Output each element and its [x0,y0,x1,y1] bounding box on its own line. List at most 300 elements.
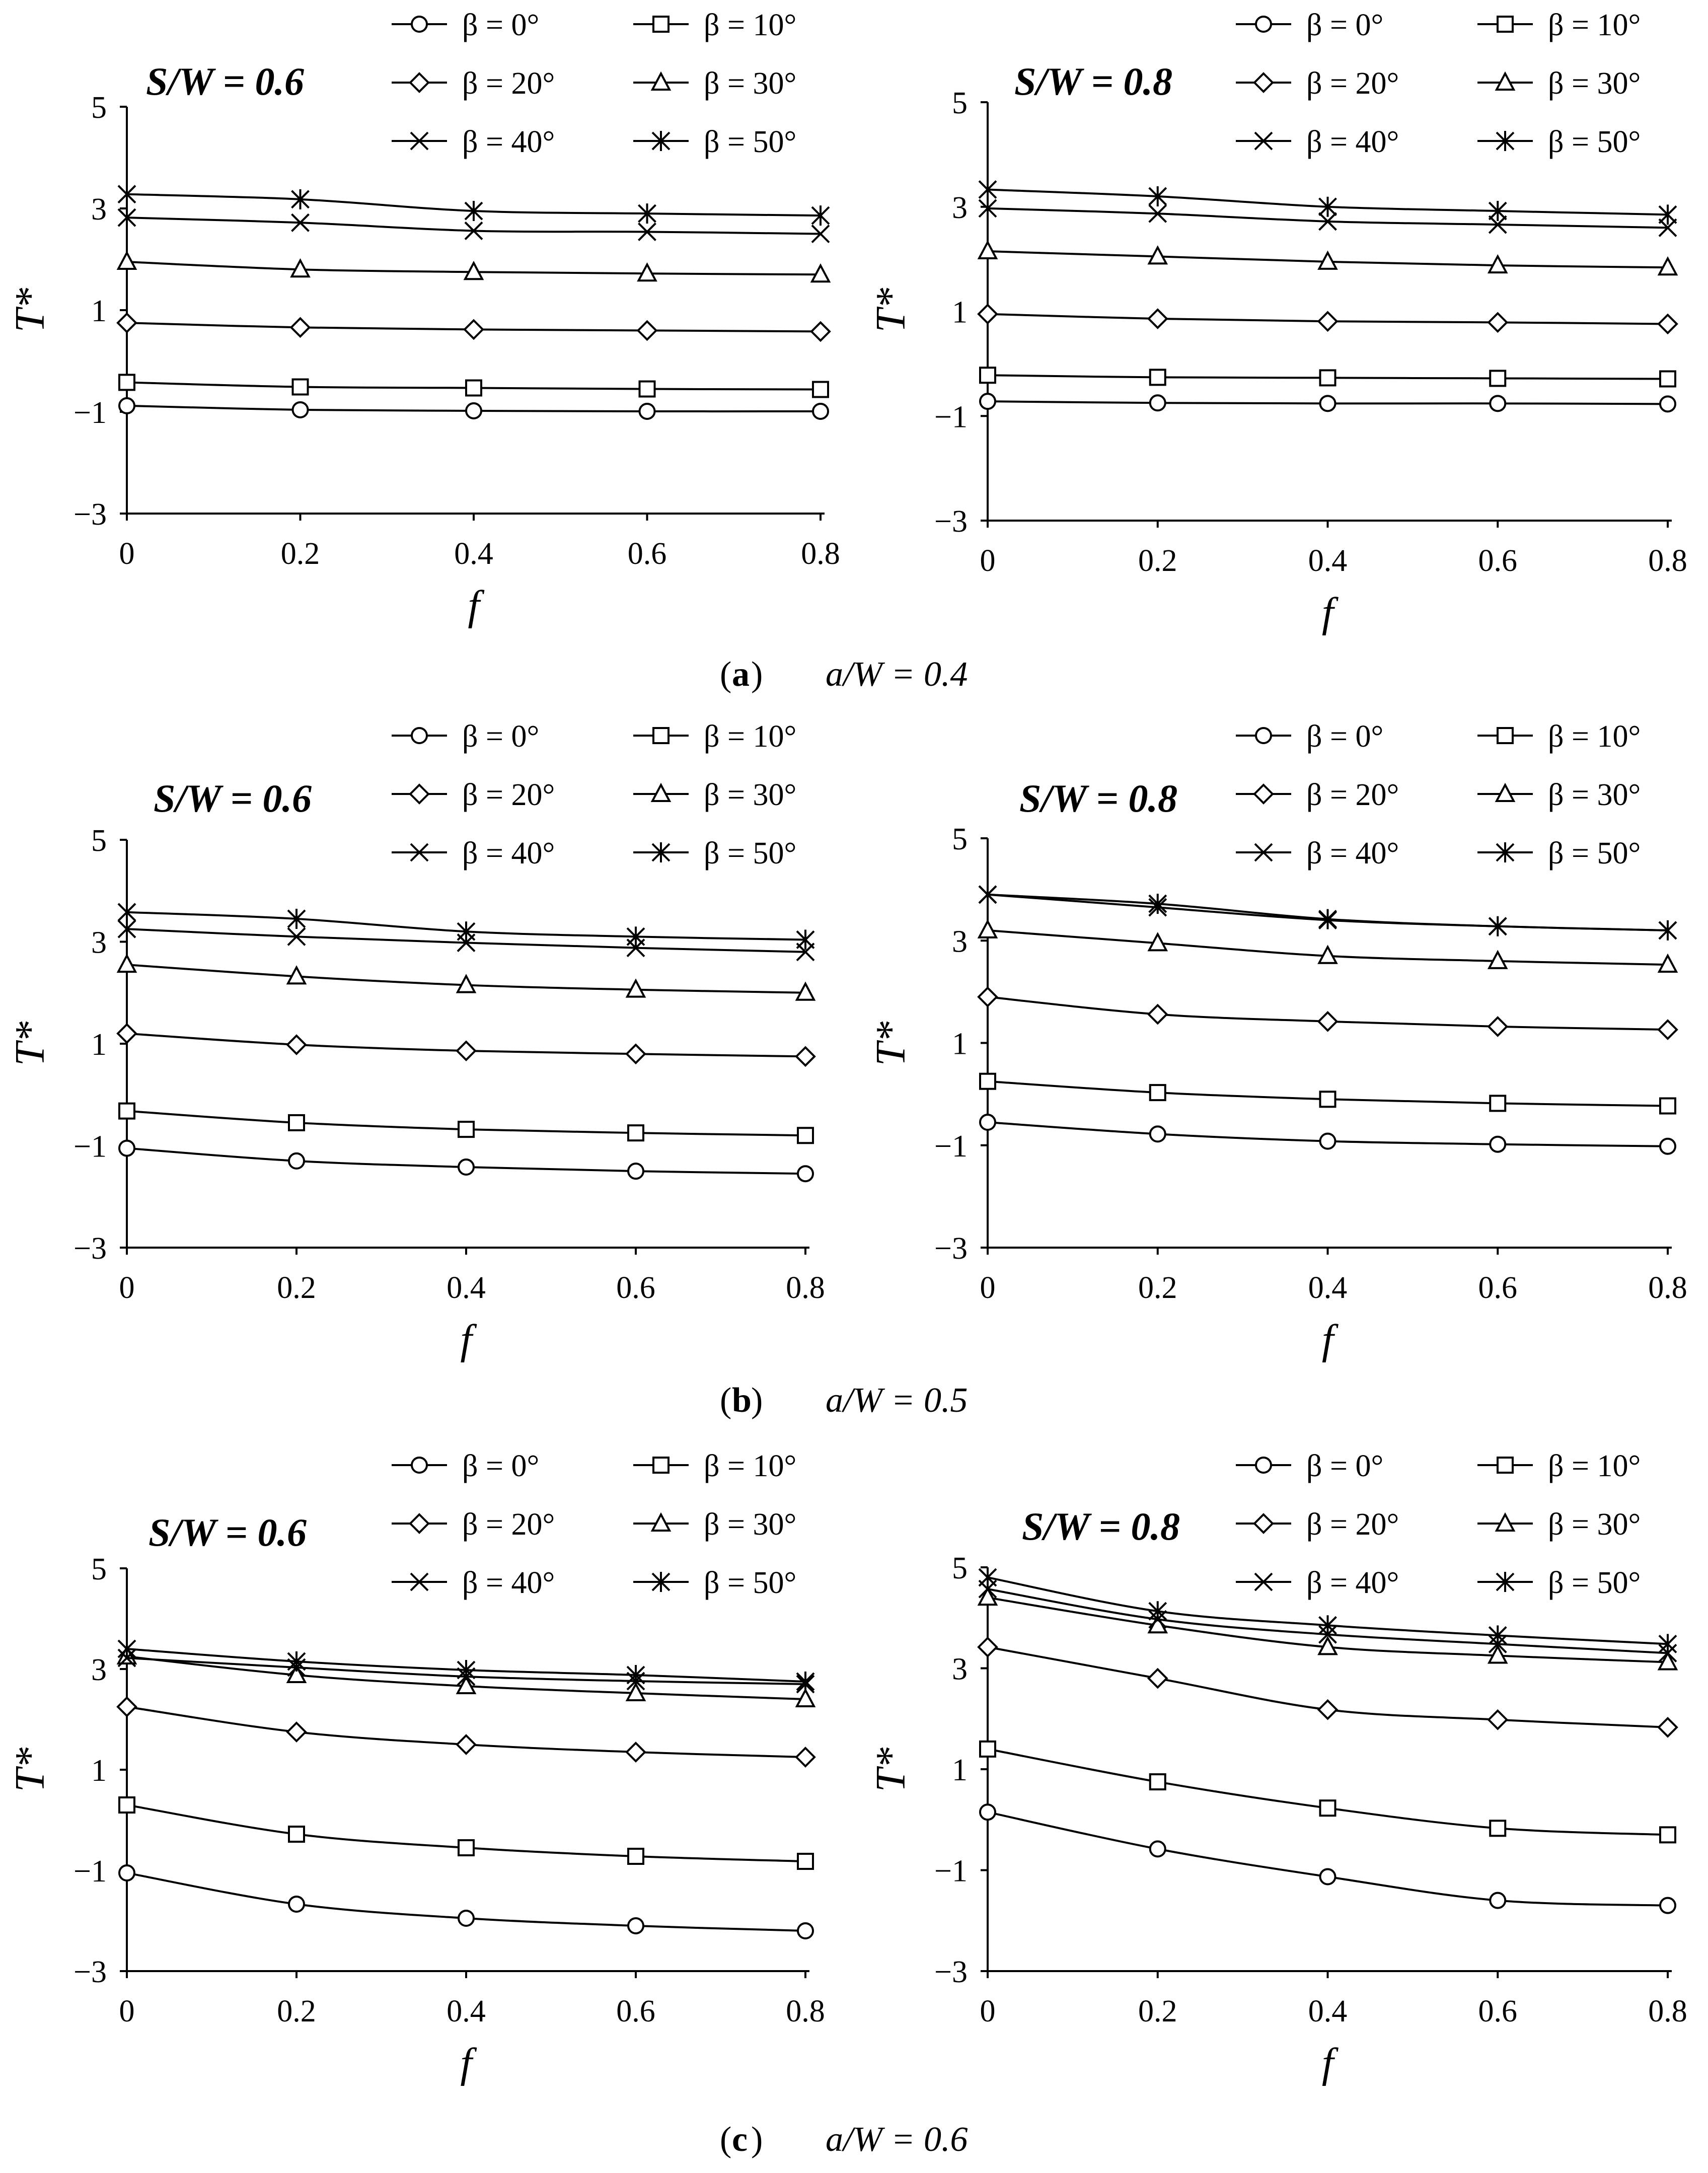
data-point [1149,310,1167,328]
legend-item [1477,8,1641,42]
y-tick-label: 1 [952,1753,968,1787]
data-point [118,1698,136,1716]
caption-a [720,655,968,694]
legend-item [633,719,796,754]
data-point [465,320,483,338]
legend-label: β = 10° [1548,1449,1641,1483]
legend-marker [653,728,669,743]
y-axis-label: T* [867,1021,914,1066]
chart-c-left [7,1449,825,2086]
x-tick-label: 0 [119,1271,135,1305]
series-line [988,1749,1668,1835]
legend-marker [410,1514,428,1533]
legend-label: β = 20° [462,778,555,812]
legend-item [392,836,555,871]
legend-item [1236,719,1383,754]
legend-label: β = 20° [1306,778,1399,812]
data-point [1490,371,1505,386]
series-circle [980,1115,1675,1154]
legend-label: β = 40° [462,836,555,871]
data-point [293,402,308,417]
data-point [1320,1092,1335,1107]
data-point [979,921,996,937]
y-tick-label: −3 [73,1955,107,1989]
x-tick-label: 0.4 [447,1271,486,1305]
data-point [798,1166,813,1181]
legend-label: β = 40° [1306,836,1399,871]
data-point [119,398,134,413]
y-tick-label: −3 [73,497,107,532]
data-point [628,1164,643,1179]
y-axis-label: T* [7,1747,53,1792]
data-point [459,1122,474,1137]
data-point [466,403,481,418]
series-square [119,1797,813,1869]
data-point [1319,312,1337,330]
data-point [1659,1718,1677,1736]
legend [1236,719,1641,871]
data-point [1489,1018,1507,1036]
legend-label: β = 40° [1306,125,1399,159]
data-point [1660,1098,1675,1113]
caption-a-param: a/W = 0.4 [826,655,968,694]
caption-b-letter: b [732,1381,752,1420]
legend [1236,8,1641,159]
legend-marker [412,17,427,32]
legend-item [1236,8,1383,42]
series-square [980,368,1675,386]
series-line [988,1812,1668,1905]
legend-marker [1256,1458,1271,1473]
legend-marker [410,785,428,803]
legend-item [1477,1566,1641,1600]
x-tick-label: 0.8 [1648,544,1687,578]
legend-label: β = 20° [462,1507,555,1542]
series-star [979,179,1676,225]
caption-a-letter: a [732,655,750,694]
legend-label: β = 30° [1548,778,1641,812]
legend-marker [412,728,427,743]
series-triangle [979,242,1676,274]
y-tick-label: −3 [73,1232,107,1266]
legend-item [392,719,539,754]
data-point [1150,1841,1165,1856]
legend-item [1236,1507,1399,1542]
data-point [1660,371,1675,386]
data-point [1150,1085,1165,1100]
x-tick-label: 0.6 [616,1271,655,1305]
y-tick-label: 3 [91,925,107,960]
data-point [979,1638,997,1656]
x-tick-label: 0.2 [280,537,320,571]
y-tick-label: 5 [952,822,968,856]
legend-marker [1254,1514,1273,1533]
data-point [119,1865,134,1880]
legend-item [633,8,796,42]
legend-item [392,125,555,159]
y-tick-label: −1 [73,1129,107,1164]
legend-item [1477,1507,1641,1542]
y-axis-label: T* [867,287,914,333]
panel-c-right-title: S/W = 0.8 [1022,1504,1180,1548]
y-tick-label: −1 [934,1854,968,1889]
legend-label: β = 50° [1548,125,1641,159]
legend-item [633,1449,796,1483]
data-point [1149,1670,1167,1688]
data-point [1659,315,1677,333]
y-axis-label-group [7,1022,53,1066]
legend-label: β = 40° [462,1566,555,1600]
x-tick-label: 0.6 [627,537,667,571]
y-tick-label: 3 [952,924,968,959]
caption-c-close: ) [751,2120,763,2159]
y-tick-label: −1 [73,1854,107,1889]
x-axis-label: f [460,2040,472,2086]
x-tick-label: 0.8 [786,1994,825,2029]
legend-item [392,778,555,812]
data-point [1320,1800,1335,1816]
data-point [1490,1893,1505,1908]
legend [392,8,796,159]
legend-label: β = 30° [1548,1507,1641,1542]
caption-a-close: ) [751,655,763,694]
legend-item [392,1449,539,1483]
data-point [798,1923,813,1938]
chart-a-right [867,8,1687,636]
y-tick-label: 3 [91,192,107,227]
caption-b-close: ) [751,1381,763,1420]
legend-marker [410,74,428,92]
x-axis-label: f [460,1316,472,1363]
data-point [980,394,995,409]
y-axis-label-group [7,1748,53,1792]
x-axis-label: f [1321,2040,1334,2086]
data-point [1490,1821,1505,1836]
legend-label: β = 10° [1548,719,1641,754]
data-point [796,1748,814,1766]
data-point [287,1723,306,1741]
legend-item [1477,778,1641,812]
chart-c-right [867,1449,1687,2086]
y-tick-label: −1 [934,1129,968,1164]
data-point [798,1128,813,1143]
series-diamond [979,988,1677,1039]
y-tick-label: 5 [91,824,107,858]
series-square [119,1104,813,1143]
data-point [813,404,828,419]
y-tick-label: −3 [934,1955,968,1989]
legend-item [392,1566,555,1600]
caption-b [720,1381,968,1420]
y-tick-label: −3 [934,1232,968,1266]
data-point [638,321,656,339]
caption-c [720,2120,968,2159]
y-axis-label: T* [7,287,53,333]
data-point [118,1025,136,1043]
y-tick-label: 5 [91,91,107,125]
x-tick-label: 0 [119,537,135,571]
legend-marker [1498,17,1513,32]
legend-label: β = 40° [1306,1566,1399,1600]
x-tick-label: 0.2 [1138,1271,1177,1305]
series-diamond [118,314,830,340]
legend-item [1236,836,1399,871]
data-point [1319,1701,1337,1719]
data-point [118,314,136,332]
data-point [980,1115,995,1130]
legend-label: β = 10° [704,1449,797,1483]
data-point [1150,1774,1165,1789]
y-tick-label: 5 [952,86,968,120]
legend [392,1449,796,1600]
data-point [291,318,310,336]
legend-item [1236,66,1399,101]
x-tick-label: 0.4 [1308,1994,1348,2029]
data-point [811,322,830,340]
x-tick-label: 0.2 [277,1994,316,2029]
caption-a-open: ( [720,655,732,694]
legend-item [392,1507,555,1542]
data-point [1660,1898,1675,1913]
data-point [289,1115,304,1130]
data-point [627,1045,645,1063]
data-point [1490,396,1505,411]
panel-b-left-title: S/W = 0.6 [154,776,312,820]
legend-marker [1498,1458,1513,1473]
x-tick-label: 0.6 [1478,1271,1517,1305]
legend-label: β = 0° [1306,1449,1384,1483]
x-tick-label: 0.6 [1478,1994,1517,2029]
y-tick-label: 3 [91,1653,107,1687]
data-point [979,1567,996,1587]
y-tick-label: −3 [934,504,968,539]
legend-item [392,66,555,101]
caption-c-open: ( [720,2120,732,2159]
legend-item [1477,66,1641,101]
data-point [813,382,828,397]
data-point [118,956,135,972]
legend-marker [1256,17,1271,32]
legend-label: β = 50° [1548,1566,1641,1600]
data-point [1660,1139,1675,1154]
x-tick-label: 0 [980,1271,996,1305]
data-point [1320,396,1335,411]
y-axis-label: T* [867,1747,914,1792]
data-point [1320,370,1335,385]
data-point [1150,395,1165,410]
data-point [457,1735,475,1754]
data-point [980,1804,995,1820]
legend [392,719,796,871]
legend-item [1477,125,1641,159]
x-tick-label: 0.8 [786,1271,825,1305]
series-circle [119,1141,813,1182]
x-tick-label: 0.4 [1308,1271,1348,1305]
legend-item [1477,836,1641,871]
y-tick-label: 1 [952,1027,968,1061]
x-tick-label: 0 [980,544,996,578]
y-axis-label-group [867,1748,914,1792]
data-point [979,242,996,258]
x-axis-label: f [1321,589,1334,636]
legend-marker [1254,74,1273,92]
x-tick-label: 0.8 [801,537,840,571]
data-point [1320,1134,1335,1149]
x-tick-label: 0.6 [1478,544,1517,578]
x-axis-label: f [468,582,480,629]
data-point [1149,1005,1167,1024]
series-circle [119,1865,813,1938]
y-tick-label: −1 [73,396,107,430]
data-point [466,381,481,396]
y-tick-label: 1 [952,295,968,330]
series-triangle [118,253,829,281]
series-diamond [118,1698,814,1766]
chart-a-left [7,8,840,629]
legend-label: β = 30° [704,66,797,101]
legend-label: β = 20° [1306,1507,1399,1542]
data-point [640,404,655,419]
y-axis-label: T* [7,1021,53,1066]
data-point [119,375,134,390]
panel-b-right-title: S/W = 0.8 [1019,776,1177,820]
series-square [119,375,828,397]
data-point [119,1141,134,1156]
data-point [1489,1711,1507,1729]
y-tick-label: 5 [91,1552,107,1586]
legend-label: β = 40° [462,125,555,159]
legend-label: β = 20° [462,66,555,101]
x-tick-label: 0.8 [1648,1994,1687,2029]
panel-a-right-title: S/W = 0.8 [1014,59,1172,103]
series-circle [980,1804,1675,1913]
data-point [289,1897,304,1912]
legend-label: β = 20° [1306,66,1399,101]
y-tick-label: 1 [91,294,107,328]
series-square [980,1074,1675,1114]
data-point [459,1160,474,1175]
data-point [640,382,655,397]
data-point [1659,1021,1677,1039]
legend-label: β = 50° [704,125,797,159]
legend-label: β = 0° [462,719,540,754]
legend-item [633,1507,796,1542]
legend-label: β = 0° [462,1449,540,1483]
caption-b-open: ( [720,1381,732,1420]
x-tick-label: 0.4 [1308,544,1348,578]
data-point [293,380,308,395]
legend-label: β = 50° [704,836,797,871]
caption-c-letter: c [732,2120,748,2159]
y-axis-label-group [7,288,53,333]
y-tick-label: 1 [91,1028,107,1062]
legend-item [633,125,796,159]
data-point [628,1918,643,1933]
data-point [1489,313,1507,331]
data-point [1150,370,1165,385]
legend-label: β = 50° [1548,836,1641,871]
x-tick-label: 0.8 [1648,1271,1687,1305]
data-point [979,988,997,1006]
data-point [798,1854,813,1869]
legend-item [633,66,796,101]
y-tick-label: 1 [91,1754,107,1788]
legend-marker [1498,728,1513,743]
x-tick-label: 0.4 [447,1994,486,2029]
series-square [980,1742,1675,1842]
data-point [457,1042,475,1060]
x-tick-label: 0.2 [1138,1994,1177,2029]
legend-label: β = 10° [1548,8,1641,42]
panel-c-left-title: S/W = 0.6 [148,1510,307,1554]
y-tick-label: −1 [934,400,968,434]
y-tick-label: 3 [952,190,968,225]
legend-label: β = 10° [704,8,797,42]
data-point [980,1074,995,1089]
data-point [287,1036,306,1054]
legend-item [633,1566,796,1600]
legend-item [1236,1566,1399,1600]
legend-item [1236,778,1399,812]
data-point [119,1797,134,1813]
data-point [980,1742,995,1757]
legend-label: β = 50° [704,1566,797,1600]
data-point [980,368,995,383]
legend-item [1477,1449,1641,1483]
legend-item [633,836,796,871]
legend-marker [653,1458,669,1473]
data-point [459,1840,474,1855]
series-triangle [118,956,814,1000]
legend-label: β = 0° [462,8,540,42]
data-point [1490,1096,1505,1111]
data-point [627,1743,645,1761]
legend-item [1477,719,1641,754]
caption-b-param: a/W = 0.5 [826,1381,968,1420]
data-point [459,1911,474,1926]
data-point [1660,396,1675,411]
data-point [796,1047,814,1065]
legend-marker [1254,785,1273,803]
data-point [628,1849,643,1864]
legend-marker [1256,728,1271,743]
y-tick-label: 5 [952,1551,968,1585]
x-axis-label: f [1321,1316,1334,1363]
legend-label: β = 30° [704,1507,797,1542]
legend-item [392,8,539,42]
data-point [979,305,997,323]
data-point [119,1104,134,1119]
legend-label: β = 0° [1306,719,1384,754]
y-axis-label-group [867,1022,914,1066]
legend-label: β = 30° [1548,66,1641,101]
legend-label: β = 0° [1306,8,1384,42]
legend-marker [653,17,669,32]
y-axis-label-group [867,288,914,333]
legend-marker [412,1458,427,1473]
data-point [1490,1137,1505,1152]
legend-item [633,778,796,812]
legend-label: β = 30° [704,778,797,812]
y-tick-label: 3 [952,1652,968,1687]
data-point [1319,1012,1337,1031]
caption-c-param: a/W = 0.6 [826,2120,968,2159]
panel-a-left-title: S/W = 0.6 [146,59,304,103]
legend-item [1236,125,1399,159]
legend-label: β = 10° [704,719,797,754]
x-tick-label: 0 [119,1994,135,2029]
data-point [1150,1126,1165,1141]
